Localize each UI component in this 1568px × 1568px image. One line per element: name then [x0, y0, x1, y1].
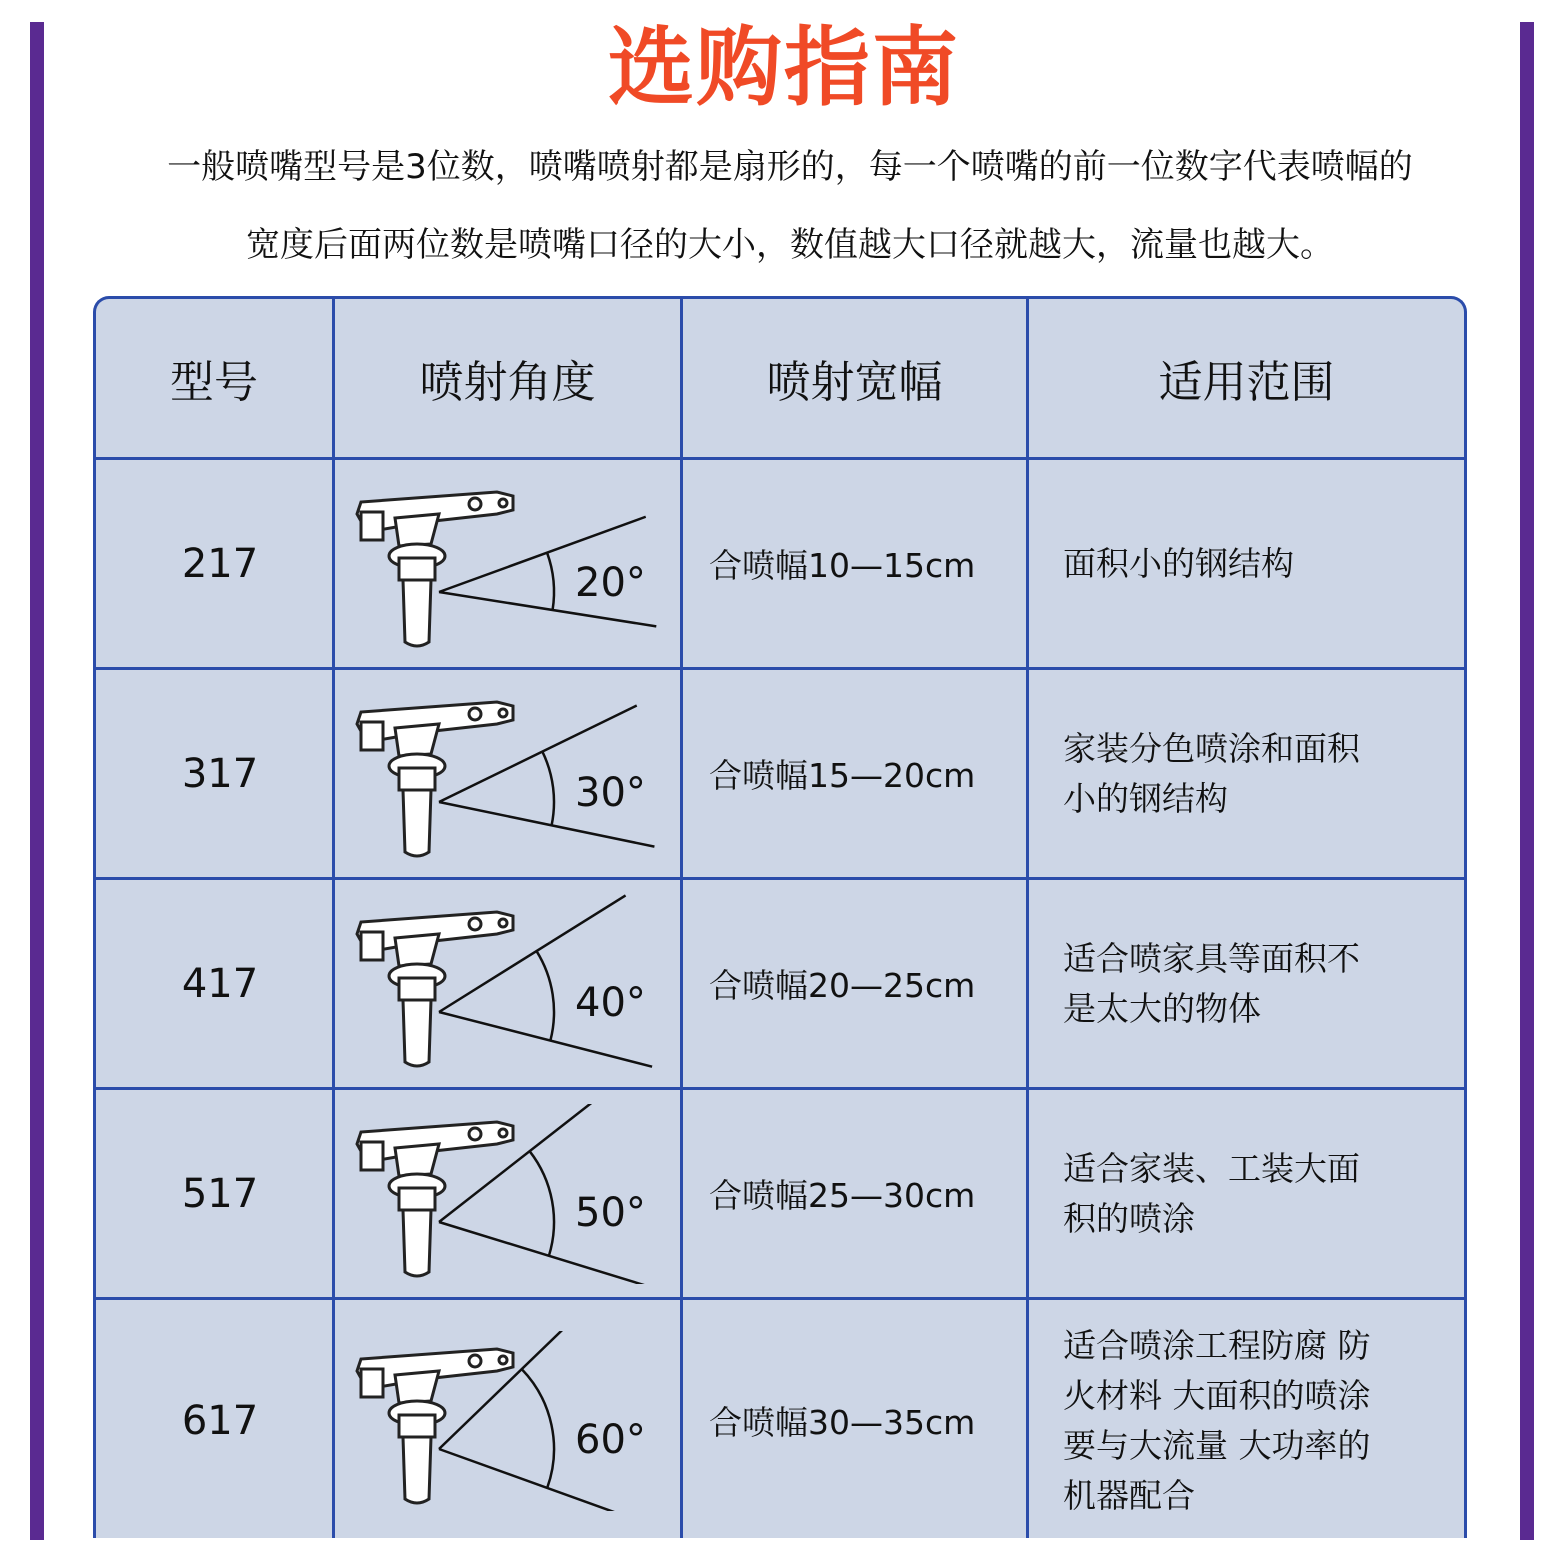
model-number: 517 — [181, 1170, 259, 1217]
spray-width: 合喷幅10—15cm — [680, 460, 1026, 667]
table-row — [96, 1087, 1464, 1297]
table-row — [96, 667, 1464, 877]
model-number: 317 — [181, 750, 259, 797]
right-frame-bar — [1520, 22, 1534, 1540]
scope-cell — [1026, 1090, 1464, 1297]
scope-line: 积的喷涂 — [1063, 1198, 1195, 1238]
scope-cell — [1026, 460, 1464, 667]
scope-line: 要与大流量 大功率的 — [1063, 1425, 1371, 1465]
spray-width: 合喷幅15—20cm — [680, 670, 1026, 877]
page-title: 选购指南 — [608, 18, 960, 118]
scope-line: 适合家装、工装大面 — [1063, 1148, 1360, 1188]
model-number: 617 — [181, 1397, 259, 1444]
scope-line: 适合喷涂工程防腐 防 — [1063, 1325, 1371, 1365]
scope-line: 小的钢结构 — [1063, 778, 1228, 818]
scope-line: 家装分色喷涂和面积 — [1063, 728, 1360, 768]
intro-line-1: 一般喷嘴型号是3位数，喷嘴喷射都是扇形的，每一个喷嘴的前一位数字代表喷幅的 — [167, 147, 1413, 187]
scope-line: 面积小的钢结构 — [1063, 543, 1294, 583]
angle-cell — [332, 670, 680, 877]
spray-width: 合喷幅20—25cm — [680, 880, 1026, 1087]
spray-fan-edge — [439, 1331, 597, 1449]
model-number: 417 — [181, 960, 259, 1007]
angle-cell — [332, 1090, 680, 1297]
scope-cell — [1026, 1300, 1464, 1538]
spray-nozzle-icon — [347, 894, 667, 1074]
spray-angle-arc — [522, 1369, 554, 1488]
spray-angle-arc — [530, 1151, 554, 1256]
spray-width: 合喷幅25—30cm — [680, 1090, 1026, 1297]
header-model: 型号 — [170, 357, 258, 408]
header-width: 喷射宽幅 — [680, 299, 1026, 457]
left-frame-bar — [30, 22, 44, 1540]
spray-nozzle-icon — [347, 1104, 667, 1284]
spray-angle-arc — [547, 552, 554, 609]
angle-cell — [332, 880, 680, 1087]
table-header-row — [96, 299, 1464, 457]
nozzle-guide-table — [93, 296, 1467, 1538]
intro-text — [70, 128, 1510, 284]
angle-value: 50° — [575, 1189, 646, 1236]
spray-nozzle-icon — [347, 1331, 667, 1511]
scope-line: 适合喷家具等面积不 — [1063, 938, 1360, 978]
angle-value: 60° — [575, 1416, 646, 1463]
scope-line: 是太大的物体 — [1063, 988, 1261, 1028]
scope-cell — [1026, 670, 1464, 877]
spray-angle-arc — [542, 751, 554, 825]
angle-cell — [332, 1300, 680, 1538]
header-scope: 适用范围 — [1026, 299, 1464, 457]
spray-nozzle-icon — [347, 474, 667, 654]
spray-angle-arc — [537, 951, 554, 1041]
angle-value: 40° — [575, 979, 646, 1026]
table-row — [96, 877, 1464, 1087]
angle-value: 20° — [575, 559, 646, 606]
scope-cell — [1026, 880, 1464, 1087]
spray-nozzle-icon — [347, 684, 667, 864]
angle-value: 30° — [575, 769, 646, 816]
angle-cell — [332, 460, 680, 667]
intro-line-2: 宽度后面两位数是喷嘴口径的大小，数值越大口径就越大，流量也越大。 — [246, 225, 1334, 265]
model-number: 217 — [181, 540, 259, 587]
scope-line: 火材料 大面积的喷涂 — [1063, 1375, 1371, 1415]
header-angle: 喷射角度 — [332, 299, 680, 457]
table-row — [96, 1297, 1464, 1538]
spray-width: 合喷幅30—35cm — [680, 1300, 1026, 1538]
table-row — [96, 457, 1464, 667]
scope-line: 机器配合 — [1063, 1475, 1195, 1515]
